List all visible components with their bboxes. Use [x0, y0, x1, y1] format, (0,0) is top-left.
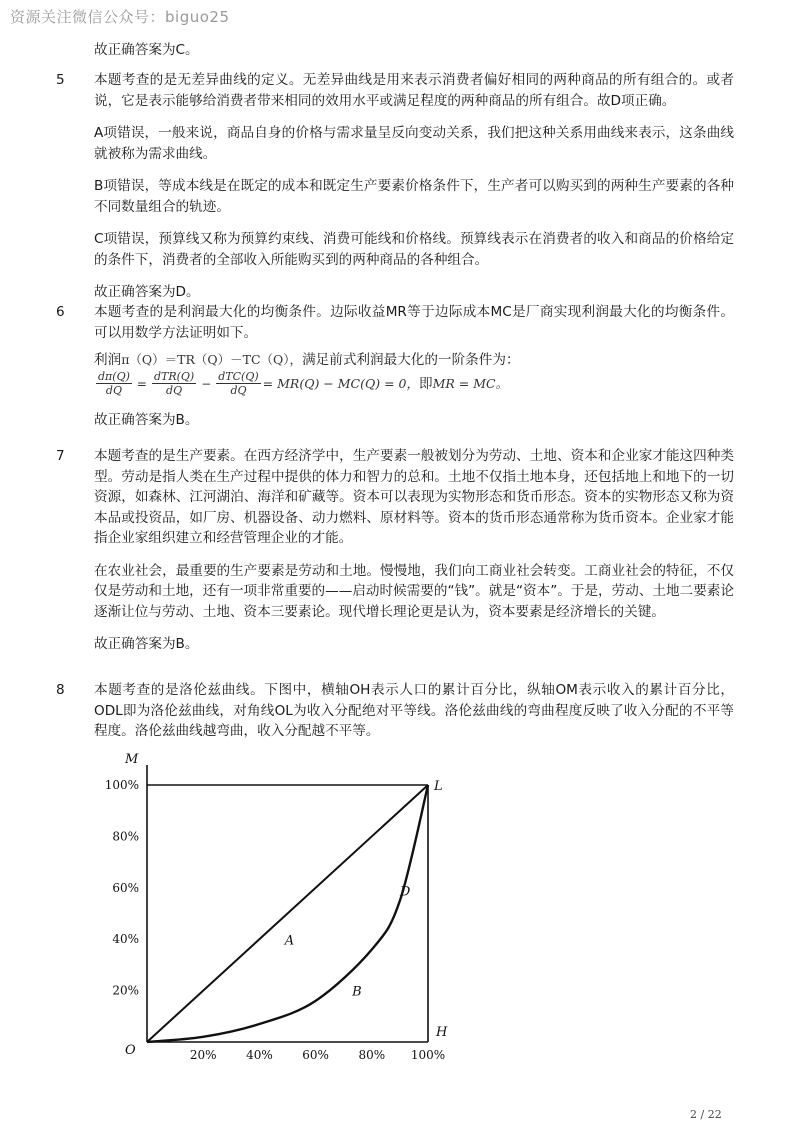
- item-body: [94, 302, 734, 443]
- rhs-formula: = MR(Q) − MC(Q) = 0，: [262, 376, 419, 391]
- fraction-dtc: $\frac{\text{dTC(Q)}}{dQ}$: [218, 370, 259, 397]
- paragraph: C项错误，预算线又称为预算约束线、消费可能线和价格线。预算线表示在消费者的收入和商品的价格给定的条件下，消费者的全部收入所能购买到的两种商品的各种组合。: [94, 231, 734, 268]
- series-ol-equality-line: [147, 785, 428, 1042]
- label-region-a: A: [284, 933, 295, 949]
- fraction-dpi: $\frac{d\pi(Q)}{dQ}$: [98, 370, 130, 397]
- first-order-condition: $\frac{d\pi(Q)}{dQ}$ = $\frac{\text{dTR(Q)}}{dQ}$ − $\frac{\text{dTC(Q)}}{dQ}$ = MR(Q) − MC(Q) = 0，即MR = MC。: [98, 370, 509, 397]
- lorenz-curve-chart: [95, 740, 455, 1070]
- y-tick-label: 80%: [112, 829, 139, 844]
- paragraph: 在农业社会，最重要的生产要素是劳动和土地。慢慢地，我们向工商业社会转变。工商业社会的特征，不仅仅是劳动和土地，还有一项非常重要的——启动时候需要的“钱”。就是“资本”。于是，劳动、土地二要素论逐渐让位与劳动、土地、资本三要素论。现代增长理论更是认为，资本要素是经济增长的关键。: [94, 562, 734, 620]
- conclusion-prefix: 即: [419, 376, 433, 392]
- y-tick-label: 40%: [112, 932, 139, 947]
- watermark-text: 资源关注微信公众号：biguo25: [10, 8, 230, 26]
- paragraph: 本题考查的是利润最大化的均衡条件。边际收益MR等于边际成本MC是厂商实现利润最大化的均衡条件。可以用数学方法证明如下。: [94, 304, 734, 341]
- first-order-text: 满足前式利润最大化的一阶条件为：: [302, 352, 520, 368]
- profit-definition: [94, 351, 734, 369]
- item-number: 5: [56, 72, 65, 88]
- answer-line: 故正确答案为B。: [94, 412, 199, 428]
- x-tick-label: 20%: [189, 1048, 217, 1062]
- paragraph: 本题考查的是洛伦兹曲线。下图中，横轴OH表示人口的累计百分比，纵轴OM表示收入的累计百分比，ODL即为洛伦兹曲线，对角线OL为收入分配绝对平等线。洛伦兹曲线的弯曲程度反映了收入分配的不平等程度。洛伦兹曲线越弯曲，收入分配越不平等。: [94, 682, 734, 739]
- label-region-b: B: [352, 984, 362, 1000]
- label-o: O: [125, 1043, 136, 1058]
- y-tick-label: 20%: [112, 983, 139, 998]
- item-body: [94, 446, 734, 667]
- answer-line: 故正确答案为B。: [94, 636, 199, 652]
- profit-label: 利润: [94, 352, 122, 368]
- fraction-dtr: $\frac{\text{dTR(Q)}}{dQ}$: [153, 370, 195, 397]
- x-tick-label: 60%: [302, 1048, 329, 1062]
- item-number: 6: [56, 304, 65, 320]
- paragraph: B项错误，等成本线是在既定的成本和既定生产要素价格条件下，生产者可以购买到的两种生产要素的各种不同数量组合的轨迹。: [94, 178, 734, 215]
- label-h: H: [436, 1025, 448, 1040]
- item-number: 8: [56, 682, 65, 698]
- conclusion-formula: MR = MC。: [432, 376, 509, 391]
- label-m: M: [125, 752, 139, 767]
- paragraph: 本题考查的是生产要素。在西方经济学中，生产要素一般被划分为劳动、土地、资本和企业家才能这四种类型。劳动是指人类在生产过程中提供的体力和智力的总和。土地不仅指土地本身，还包括地上和地下的一切资源，如森林、江河湖泊、海洋和矿藏等。资本可以表现为实物形态和货币形态。资本的实物形态又称为资本品或投资品，如厂房、机器设备、动力燃料、原材料等。资本的货币形态通常称为货币资本。企业家才能指企业家组织建立和经营管理企业的才能。: [94, 448, 734, 546]
- x-tick-label: 40%: [246, 1048, 273, 1062]
- page-number: 2 / 22: [690, 1108, 722, 1121]
- paragraph: A项错误，一般来说，商品自身的价格与需求量呈反向变动关系，我们把这种关系用曲线来表示，这条曲线就被称为需求曲线。: [94, 125, 734, 162]
- answer-line: 故正确答案为D。: [94, 284, 200, 300]
- item-number: 7: [56, 448, 65, 464]
- label-l: L: [434, 779, 443, 794]
- profit-formula: π（Q）＝TR（Q）－TC（Q），: [121, 352, 303, 367]
- paragraph: 本题考查的是无差异曲线的定义。无差异曲线是用来表示消费者偏好相同的两种商品的所有组合的。或者说，它是表示能够给消费者带来相同的效用水平或满足程度的两种商品的所有组合。故D项正确。: [94, 72, 734, 109]
- x-tick-label: 80%: [358, 1048, 386, 1062]
- y-tick-label: 60%: [112, 880, 139, 895]
- y-tick-label: 100%: [104, 778, 139, 792]
- intro-answer: 故正确答案为C。: [94, 42, 199, 58]
- label-d: D: [399, 884, 411, 900]
- x-tick-label: 100%: [410, 1048, 446, 1062]
- item-body: [94, 70, 734, 315]
